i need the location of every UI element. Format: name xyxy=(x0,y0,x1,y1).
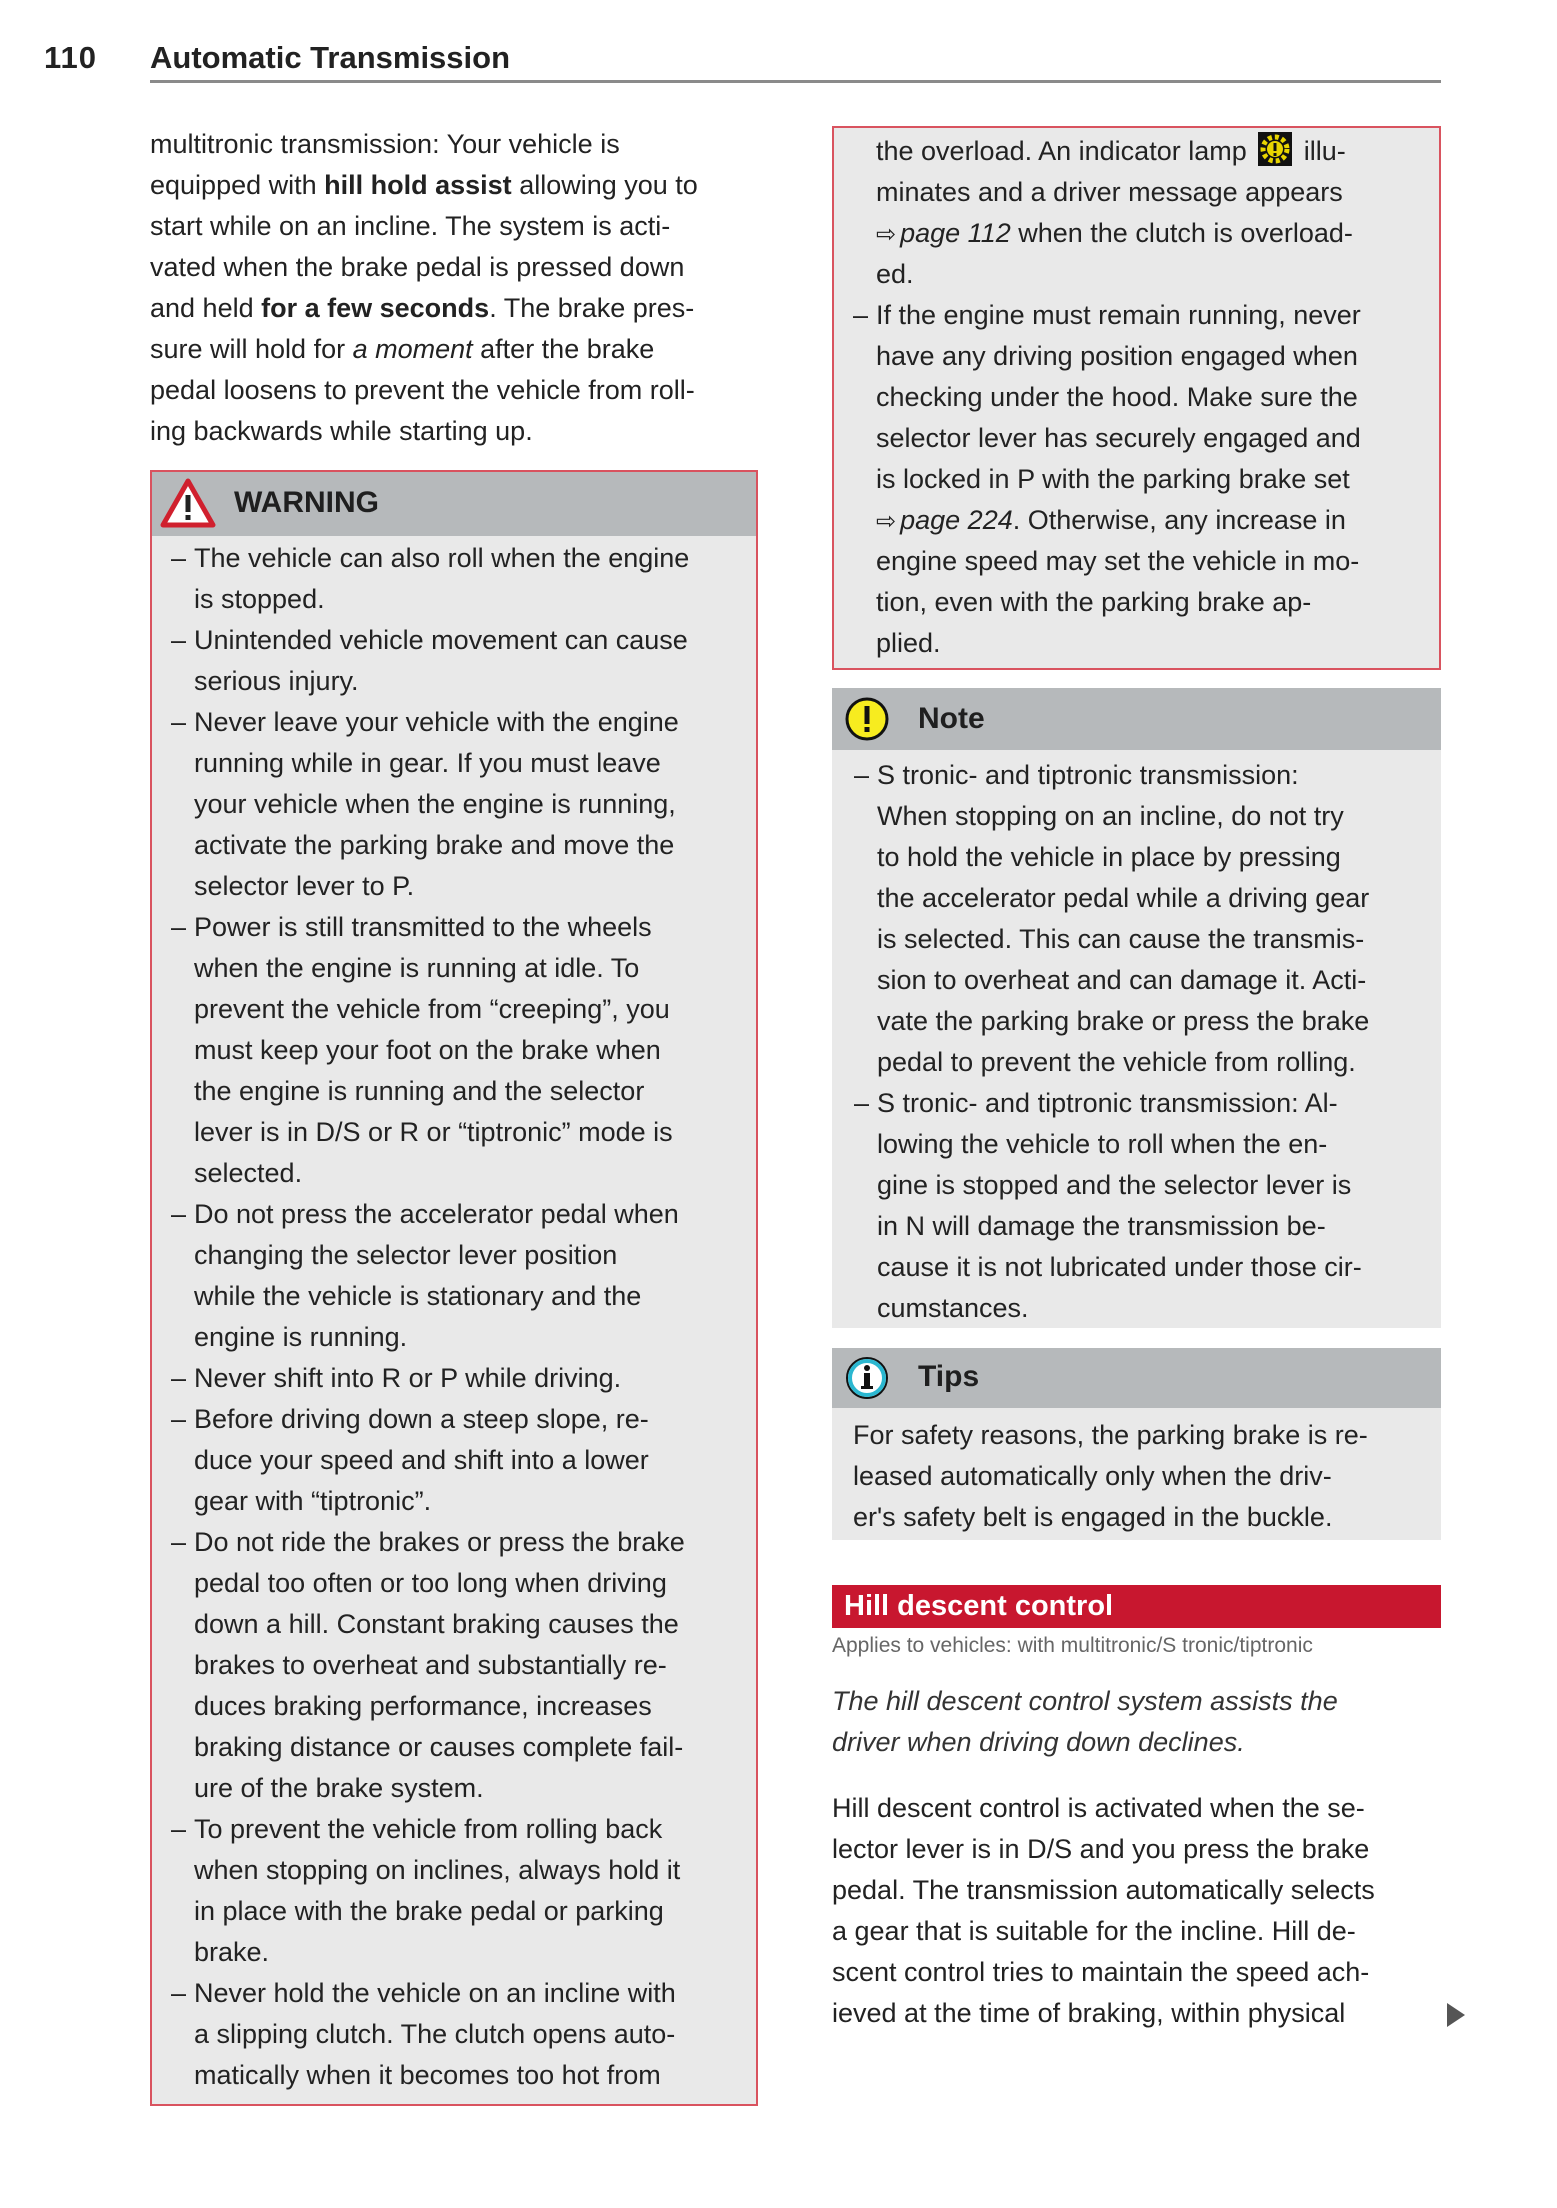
text-line xyxy=(150,247,698,288)
text-run: activate the parking brake and move the xyxy=(194,830,675,860)
text-run: S tronic- and tiptronic transmission: xyxy=(877,760,1299,790)
text-run: in N will damage the transmission be- xyxy=(877,1211,1326,1241)
text-line xyxy=(194,989,689,1030)
text-line xyxy=(194,702,689,743)
text-run: pedal. The transmission automatically selects xyxy=(832,1875,1375,1905)
bold-text: for a few seconds xyxy=(261,293,490,323)
text-line xyxy=(194,825,689,866)
text-run: pedal loosens to prevent the vehicle from roll- xyxy=(150,375,695,405)
text-run: Unintended vehicle movement can cause xyxy=(194,625,688,655)
text-line xyxy=(194,1235,689,1276)
warning-title: WARNING xyxy=(234,486,379,519)
text-run: must keep your foot on the brake when xyxy=(194,1035,661,1065)
text-line xyxy=(194,1112,689,1153)
text-line xyxy=(150,370,698,411)
text-line xyxy=(832,1722,1338,1763)
list-item xyxy=(194,620,689,702)
italic-text: The hill descent control system assists the xyxy=(832,1686,1338,1716)
text-run: brakes to overheat and substantially re- xyxy=(194,1650,667,1680)
text-line xyxy=(832,1993,1375,2034)
text-line xyxy=(876,213,1353,254)
text-run: when stopping on inclines, always hold it xyxy=(194,1855,681,1885)
text-line xyxy=(876,459,1361,500)
clutch-overload-lamp-icon xyxy=(1258,132,1292,166)
page-reference-link[interactable]: page 112 xyxy=(900,218,1011,248)
italic-text: a moment xyxy=(352,334,473,364)
text-run: ieved at the time of braking, within physical xyxy=(832,1998,1346,2028)
warning-triangle-icon xyxy=(160,478,216,528)
text-run: vated when the brake pedal is pressed down xyxy=(150,252,685,282)
list-item xyxy=(194,538,689,620)
text-line xyxy=(877,960,1369,1001)
text-run: sion to overheat and can damage it. Acti- xyxy=(877,965,1367,995)
warning-continuation-lead xyxy=(876,131,1353,295)
text-line xyxy=(877,1288,1369,1329)
text-line xyxy=(876,541,1361,582)
text-line xyxy=(194,1153,689,1194)
text-run: Power is still transmitted to the wheels xyxy=(194,912,652,942)
text-run: changing the selector lever position xyxy=(194,1240,618,1270)
text-line xyxy=(877,755,1369,796)
text-run: leased automatically only when the driv- xyxy=(853,1461,1332,1491)
text-run: pedal too often or too long when driving xyxy=(194,1568,667,1598)
text-line xyxy=(194,538,689,579)
text-line xyxy=(194,1071,689,1112)
text-line xyxy=(150,124,698,165)
text-line xyxy=(194,1686,689,1727)
text-run: the overload. An indicator lamp xyxy=(876,136,1255,166)
text-run: To prevent the vehicle from rolling back xyxy=(194,1814,663,1844)
text-run: after the brake xyxy=(472,334,655,364)
text-run: Do not press the accelerator pedal when xyxy=(194,1199,679,1229)
text-run: when the clutch is overload- xyxy=(1010,218,1353,248)
chapter-title: Automatic Transmission xyxy=(150,40,511,75)
text-run: The vehicle can also roll when the engine xyxy=(194,543,690,573)
text-line xyxy=(194,1727,689,1768)
text-line xyxy=(876,582,1361,623)
warning-continuation-list xyxy=(876,295,1361,664)
text-line xyxy=(876,336,1361,377)
text-run: When stopping on an incline, do not try xyxy=(877,801,1344,831)
warning-box xyxy=(150,470,758,2106)
text-run: have any driving position engaged when xyxy=(876,341,1358,371)
tips-title: Tips xyxy=(918,1360,980,1393)
tips-text xyxy=(853,1415,1368,1538)
text-line xyxy=(150,329,698,370)
text-run: duce your speed and shift into a lower xyxy=(194,1445,649,1475)
list-item xyxy=(194,907,689,1194)
warning-header xyxy=(152,472,756,536)
text-run: start while on an incline. The system is acti- xyxy=(150,211,671,241)
text-run: your vehicle when the engine is running, xyxy=(194,789,676,819)
text-line xyxy=(194,1850,689,1891)
list-item xyxy=(194,1358,689,1399)
text-run: ed. xyxy=(876,259,914,289)
text-line xyxy=(194,1563,689,1604)
text-run: For safety reasons, the parking brake is re- xyxy=(853,1420,1368,1450)
text-line xyxy=(832,1788,1375,1829)
text-run: multitronic transmission: Your vehicle is xyxy=(150,129,620,159)
text-line xyxy=(832,1681,1338,1722)
text-line xyxy=(194,1809,689,1850)
text-line xyxy=(832,1829,1375,1870)
text-line xyxy=(194,1932,689,1973)
text-line xyxy=(853,1415,1368,1456)
page-reference-link[interactable]: page 224 xyxy=(900,505,1013,535)
text-run: is selected. This can cause the transmis- xyxy=(877,924,1365,954)
text-run: . Otherwise, any increase in xyxy=(1012,505,1346,535)
bold-text: hill hold assist xyxy=(324,170,512,200)
list-item xyxy=(194,702,689,907)
section-body xyxy=(832,1788,1375,2034)
text-run: the accelerator pedal while a driving gear xyxy=(877,883,1370,913)
note-list xyxy=(877,755,1369,1329)
text-line xyxy=(194,1481,689,1522)
note-header xyxy=(832,688,1441,750)
text-run: down a hill. Constant braking causes the xyxy=(194,1609,679,1639)
text-run: Never leave your vehicle with the engine xyxy=(194,707,679,737)
text-run: while the vehicle is stationary and the xyxy=(194,1281,642,1311)
text-run: to hold the vehicle in place by pressing xyxy=(877,842,1341,872)
list-item xyxy=(194,1399,689,1522)
note-box xyxy=(832,688,1441,1328)
text-run: gear with “tiptronic”. xyxy=(194,1486,432,1516)
text-line xyxy=(194,784,689,825)
list-item xyxy=(194,1973,689,2096)
text-line xyxy=(194,661,689,702)
text-run: . The brake pres- xyxy=(489,293,695,323)
section-summary xyxy=(832,1681,1338,1763)
text-line xyxy=(877,1124,1369,1165)
arrow-reference-icon: ⇨ xyxy=(876,508,897,535)
tips-header xyxy=(832,1348,1441,1408)
text-line xyxy=(877,1083,1369,1124)
text-line xyxy=(877,878,1369,919)
text-run: engine is running. xyxy=(194,1322,408,1352)
text-run: checking under the hood. Make sure the xyxy=(876,382,1358,412)
text-line xyxy=(194,743,689,784)
text-line xyxy=(194,948,689,989)
text-run: plied. xyxy=(876,628,941,658)
text-run: selector lever to P. xyxy=(194,871,415,901)
text-run: selector lever has securely engaged and xyxy=(876,423,1361,453)
text-run: If the engine must remain running, never xyxy=(876,300,1361,330)
text-run: ing backwards while starting up. xyxy=(150,416,533,446)
warning-list xyxy=(194,538,689,2096)
text-run: ure of the brake system. xyxy=(194,1773,484,1803)
text-line xyxy=(876,254,1353,295)
text-line xyxy=(876,377,1361,418)
text-line xyxy=(194,1276,689,1317)
text-line xyxy=(876,500,1361,541)
text-run: when the engine is running at idle. To xyxy=(194,953,640,983)
text-run: brake. xyxy=(194,1937,270,1967)
text-line xyxy=(194,1768,689,1809)
text-line xyxy=(876,172,1353,213)
text-line xyxy=(194,866,689,907)
text-run: is locked in P with the parking brake set xyxy=(876,464,1350,494)
text-run: selected. xyxy=(194,1158,303,1188)
text-run: and held xyxy=(150,293,262,323)
text-line xyxy=(194,1645,689,1686)
text-line xyxy=(877,796,1369,837)
text-line xyxy=(150,288,698,329)
text-run: a slipping clutch. The clutch opens auto- xyxy=(194,2019,676,2049)
text-run: gine is stopped and the selector lever is xyxy=(877,1170,1352,1200)
text-line xyxy=(194,2014,689,2055)
text-run: lever is in D/S or R or “tiptronic” mode is xyxy=(194,1117,673,1147)
text-run: serious injury. xyxy=(194,666,359,696)
text-line xyxy=(876,623,1361,664)
text-run: vate the parking brake or press the brake xyxy=(877,1006,1370,1036)
text-run: er's safety belt is engaged in the buckle. xyxy=(853,1502,1333,1532)
italic-text: driver when driving down declines. xyxy=(832,1727,1245,1757)
text-line xyxy=(877,837,1369,878)
intro-paragraph xyxy=(150,124,698,452)
applies-to: Applies to vehicles: with multitronic/S tronic/tiptronic xyxy=(832,1634,1313,1657)
text-run: is stopped. xyxy=(194,584,325,614)
list-item xyxy=(877,1083,1369,1329)
text-line xyxy=(853,1456,1368,1497)
text-run: in place with the brake pedal or parking xyxy=(194,1896,664,1926)
text-run: running while in gear. If you must leave xyxy=(194,748,661,778)
arrow-reference-icon: ⇨ xyxy=(876,221,897,248)
text-run: Before driving down a steep slope, re- xyxy=(194,1404,649,1434)
text-run: cumstances. xyxy=(877,1293,1029,1323)
text-run: scent control tries to maintain the speed ach- xyxy=(832,1957,1370,1987)
text-line xyxy=(194,1522,689,1563)
info-circle-icon xyxy=(844,1355,890,1401)
text-line xyxy=(832,1911,1375,1952)
continue-arrow-icon xyxy=(1447,2003,1465,2027)
text-run: matically when it becomes too hot from xyxy=(194,2060,661,2090)
text-line xyxy=(150,206,698,247)
text-run: engine speed may set the vehicle in mo- xyxy=(876,546,1360,576)
text-run: Never hold the vehicle on an incline with xyxy=(194,1978,676,2008)
text-run: illu- xyxy=(1296,136,1346,166)
text-run: a gear that is suitable for the incline. Hill de- xyxy=(832,1916,1356,1946)
text-line xyxy=(194,907,689,948)
text-run: cause it is not lubricated under those cir- xyxy=(877,1252,1362,1282)
text-line xyxy=(832,1952,1375,1993)
list-item xyxy=(194,1522,689,1809)
text-run: Hill descent control is activated when the se- xyxy=(832,1793,1365,1823)
page-number: 110 xyxy=(44,40,98,75)
text-run: lowing the vehicle to roll when the en- xyxy=(877,1129,1328,1159)
text-line xyxy=(194,1194,689,1235)
text-line xyxy=(194,579,689,620)
section-heading: Hill descent control xyxy=(844,1590,1114,1622)
text-line xyxy=(853,1497,1368,1538)
text-run: braking distance or causes complete fail- xyxy=(194,1732,684,1762)
text-line xyxy=(832,1870,1375,1911)
text-run: sure will hold for xyxy=(150,334,353,364)
note-title: Note xyxy=(918,702,985,735)
text-line xyxy=(877,1042,1369,1083)
text-run: prevent the vehicle from “creeping”, you xyxy=(194,994,670,1024)
text-run: equipped with xyxy=(150,170,325,200)
text-line xyxy=(194,1440,689,1481)
text-line xyxy=(194,620,689,661)
text-line xyxy=(194,1030,689,1071)
list-item xyxy=(194,1194,689,1358)
text-line xyxy=(150,411,698,452)
text-line xyxy=(194,1973,689,2014)
text-line xyxy=(877,1165,1369,1206)
text-run: Do not ride the brakes or press the brake xyxy=(194,1527,685,1557)
text-line xyxy=(194,1604,689,1645)
text-line xyxy=(194,1317,689,1358)
text-run: Never shift into R or P while driving. xyxy=(194,1363,622,1393)
text-line xyxy=(194,1399,689,1440)
text-run: lector lever is in D/S and you press the brake xyxy=(832,1834,1370,1864)
text-line xyxy=(876,295,1361,336)
text-run: the engine is running and the selector xyxy=(194,1076,645,1106)
tips-box xyxy=(832,1348,1441,1540)
text-line xyxy=(876,131,1353,172)
text-line xyxy=(194,2055,689,2096)
text-line xyxy=(877,1247,1369,1288)
text-run: S tronic- and tiptronic transmission: Al- xyxy=(877,1088,1338,1118)
text-line xyxy=(150,165,698,206)
text-run: duces braking performance, increases xyxy=(194,1691,652,1721)
text-run: pedal to prevent the vehicle from rolling. xyxy=(877,1047,1356,1077)
text-line xyxy=(876,418,1361,459)
text-run: minates and a driver message appears xyxy=(876,177,1343,207)
text-line xyxy=(877,1206,1369,1247)
text-line xyxy=(877,1001,1369,1042)
text-line xyxy=(194,1358,689,1399)
list-item xyxy=(877,755,1369,1083)
text-line xyxy=(877,919,1369,960)
list-item xyxy=(194,1809,689,1973)
exclamation-circle-icon xyxy=(844,696,890,742)
text-line xyxy=(194,1891,689,1932)
list-item xyxy=(876,295,1361,664)
header-rule xyxy=(150,80,1441,83)
warning-continuation-box xyxy=(832,126,1441,670)
text-run: tion, even with the parking brake ap- xyxy=(876,587,1312,617)
text-run: allowing you to xyxy=(511,170,698,200)
